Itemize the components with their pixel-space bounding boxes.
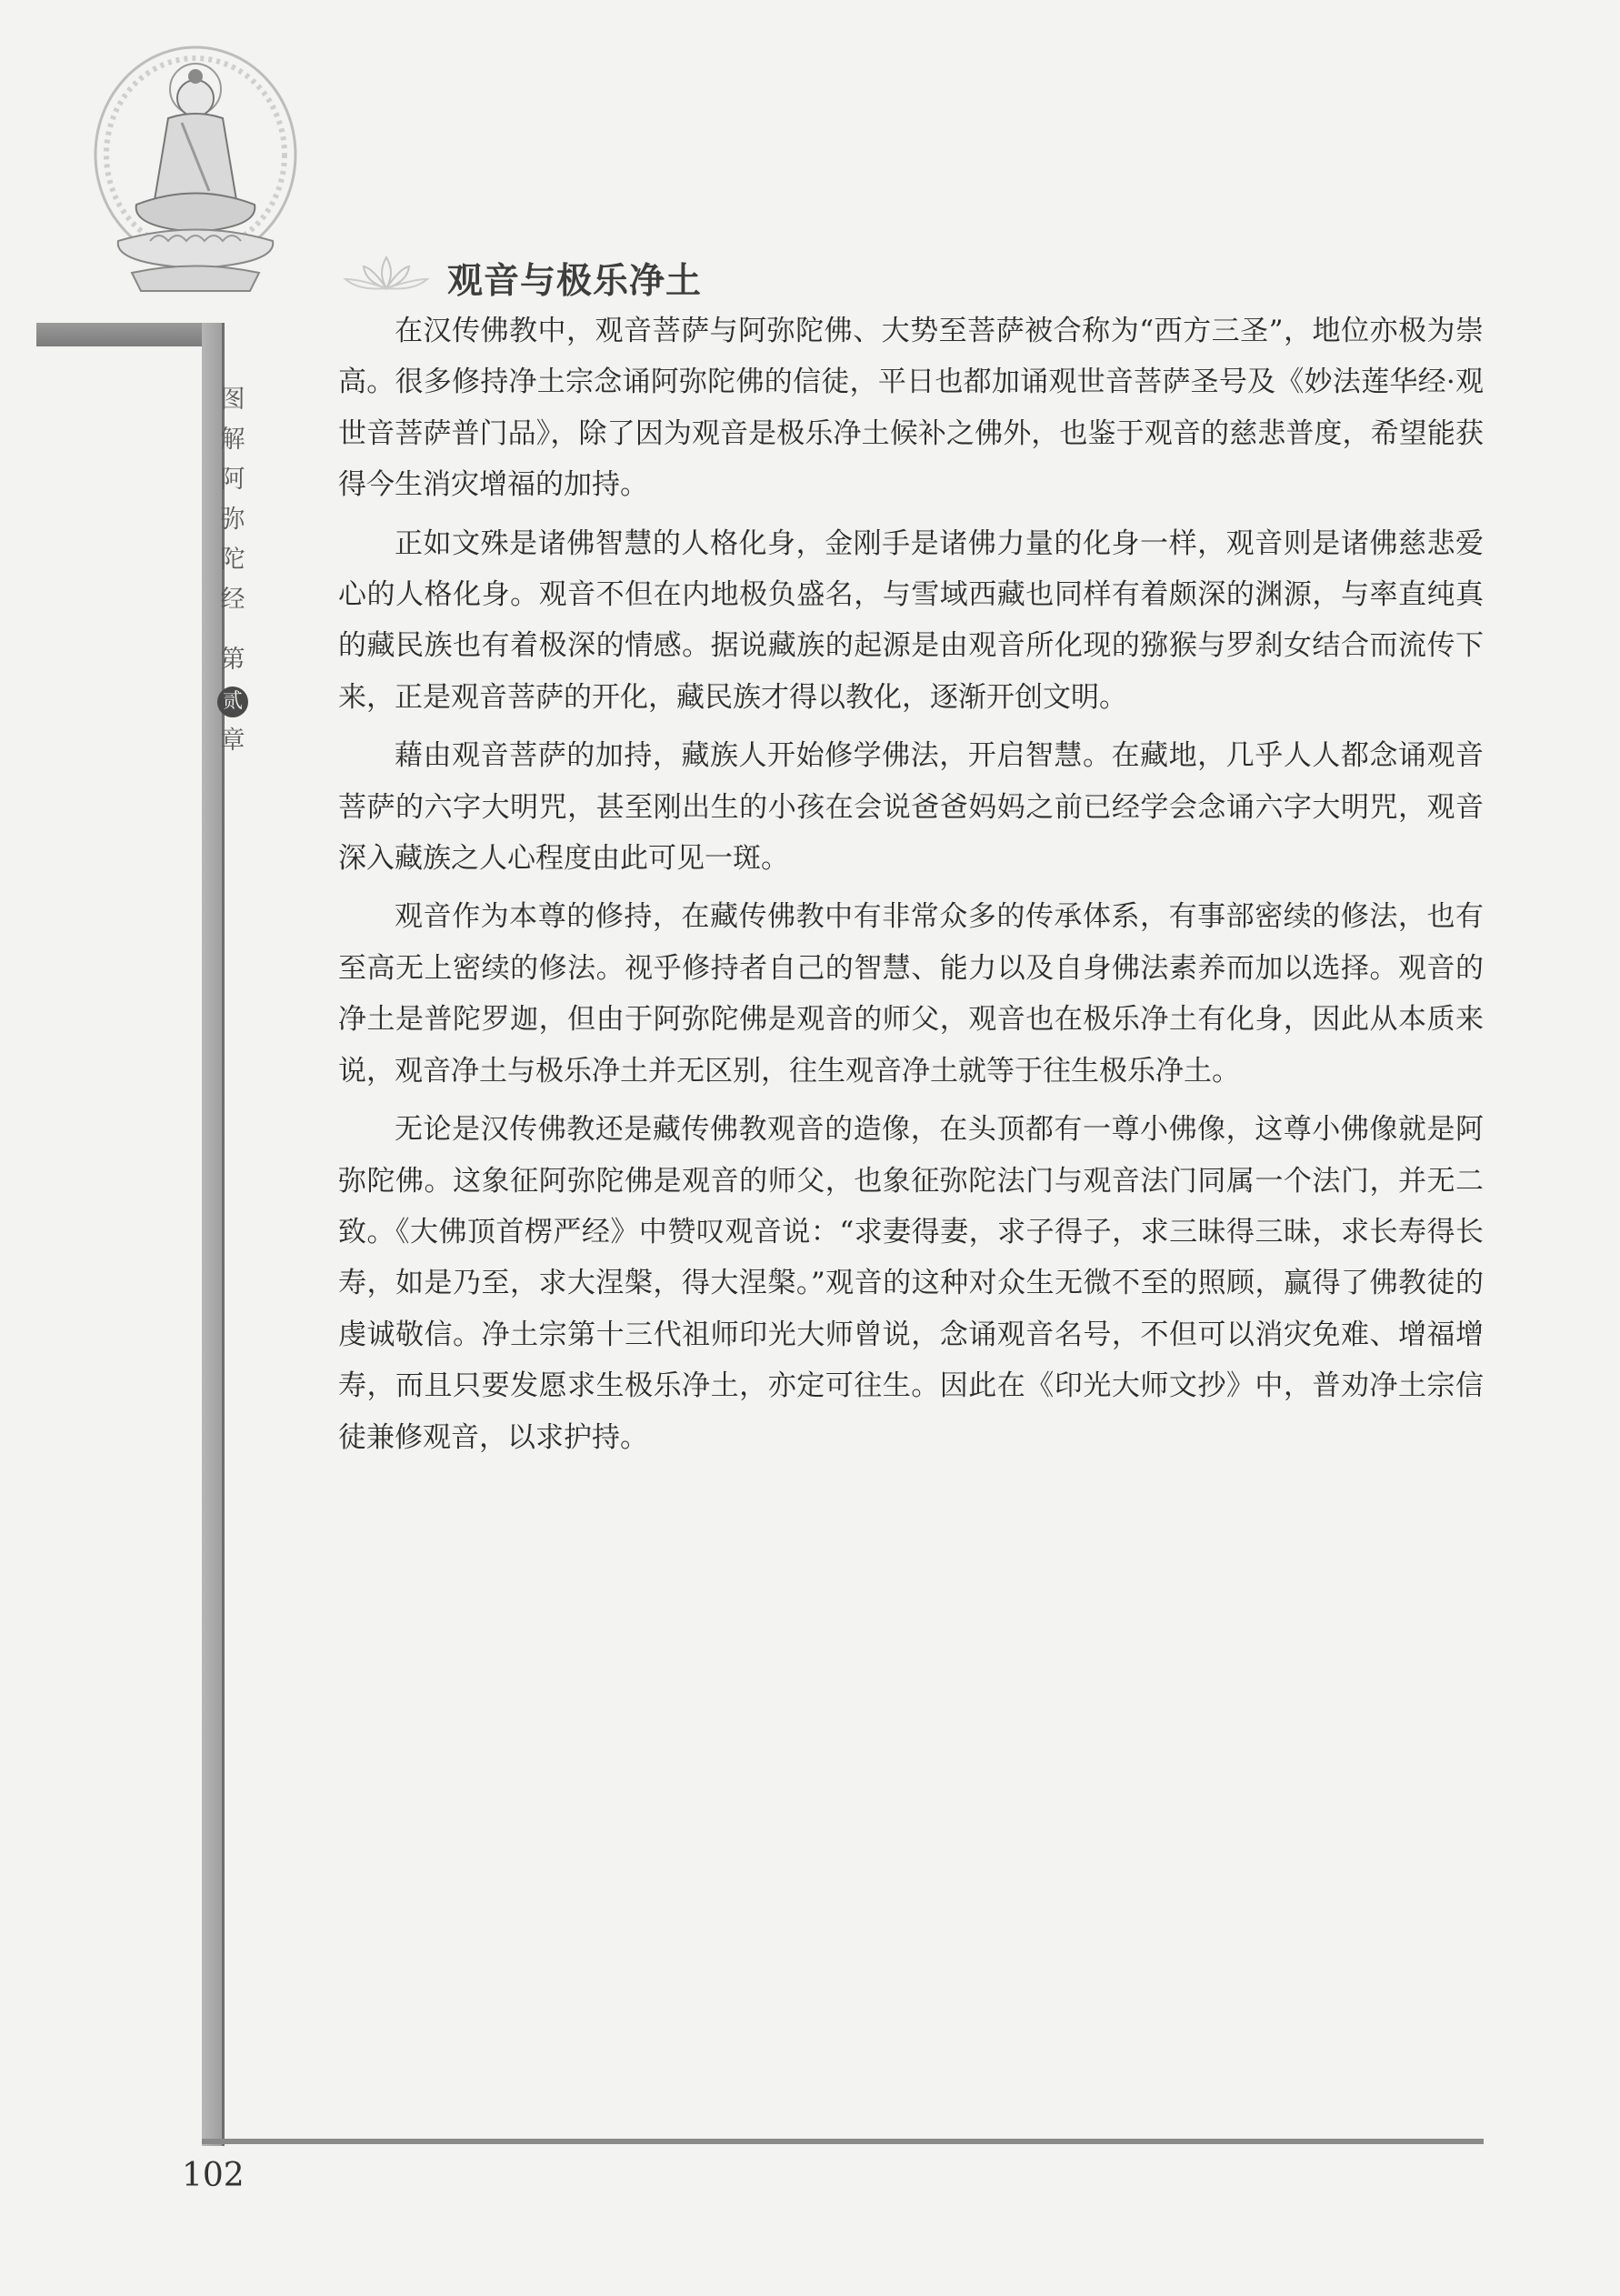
book-title-char: 陀	[220, 546, 245, 574]
paragraph: 无论是汉传佛教还是藏传佛教观音的造像，在头顶都有一尊小佛像，这尊小佛像就是阿弥陀佛。这象征阿弥陀佛是观音的师父，也象征弥陀法门与观音法门同属一个法门，并无二致。《大佛顶首楞严经》中赞叹观音说：“求妻得妻，求子得子，求三昧得三昧，求长寿得长寿，如是乃至，求大涅槃，得大涅槃。”观音的这种对众生无微不至的照顾，赢得了佛教徒的虔诚敬信。净土宗第十三代祖师印光大师曾说，念诵观音名号，不但可以消灾免难、增福增寿，而且只要发愿求生极乐净土，亦定可往生。因此在《印光大师文抄》中，普劝净土宗信徒兼修观音，以求护持。	[338, 1113, 1484, 1454]
buddha-illustration-icon	[82, 45, 309, 300]
paragraph: 观音作为本尊的修持，在藏传佛教中有非常众多的传承体系，有事部密续的修法，也有至高无上密续的修法。视乎修持者自己的智慧、能力以及自身佛法素养而加以选择。观音的净土是普陀罗迦，但由于阿弥陀佛是观音的师父，观音也在极乐净土有化身，因此从本质来说，观音净土与极乐净土并无区别，往生观音净土就等于往生极乐净土。	[338, 900, 1484, 1088]
book-title-char: 图	[220, 386, 245, 414]
book-title-char: 经	[220, 586, 245, 614]
chapter-side-label	[215, 380, 251, 761]
chapter-suffix: 章	[220, 727, 245, 755]
book-title-char: 弥	[220, 506, 245, 534]
book-title-char: 解	[220, 426, 245, 454]
body-text	[338, 306, 1484, 1470]
chapter-number-badge: 贰	[217, 687, 248, 717]
chapter-prefix: 第	[220, 646, 245, 674]
header-rule	[36, 323, 202, 346]
footer-rule	[202, 2139, 1484, 2144]
paragraph: 在汉传佛教中，观音菩萨与阿弥陀佛、大势至菩萨被合称为“西方三圣”，地位亦极为崇高。很多修持净土宗念诵阿弥陀佛的信徒，平日也都加诵观世音菩萨圣号及《妙法莲华经·观世音菩萨普门品》，除了因为观音是极乐净土候补之佛外，也鉴于观音的慈悲普度，希望能获得今生消灾增福的加持。	[338, 315, 1484, 502]
lotus-icon	[336, 250, 436, 296]
paragraph: 正如文殊是诸佛智慧的人格化身，金刚手是诸佛力量的化身一样，观音则是诸佛慈悲爱心的人格化身。观音不但在内地极负盛名，与雪域西藏也同样有着颇深的渊源，与率直纯真的藏民族也有着极深的情感。据说藏族的起源是由观音所化现的猕猴与罗刹女结合而流传下来，正是观音菩萨的开化，藏民族才得以教化，逐渐开创文明。	[338, 526, 1484, 714]
paragraph: 藉由观音菩萨的加持，藏族人开始修学佛法，开启智慧。在藏地，几乎人人都念诵观音菩萨的六字大明咒，甚至刚出生的小孩在会说爸爸妈妈之前已经学会念诵六字大明咒，观音深入藏族之人心程度由此可见一斑。	[338, 739, 1484, 876]
book-title-char: 阿	[220, 466, 245, 494]
page-number: 102	[182, 2157, 245, 2194]
section-title: 观音与极乐净土	[447, 261, 703, 302]
